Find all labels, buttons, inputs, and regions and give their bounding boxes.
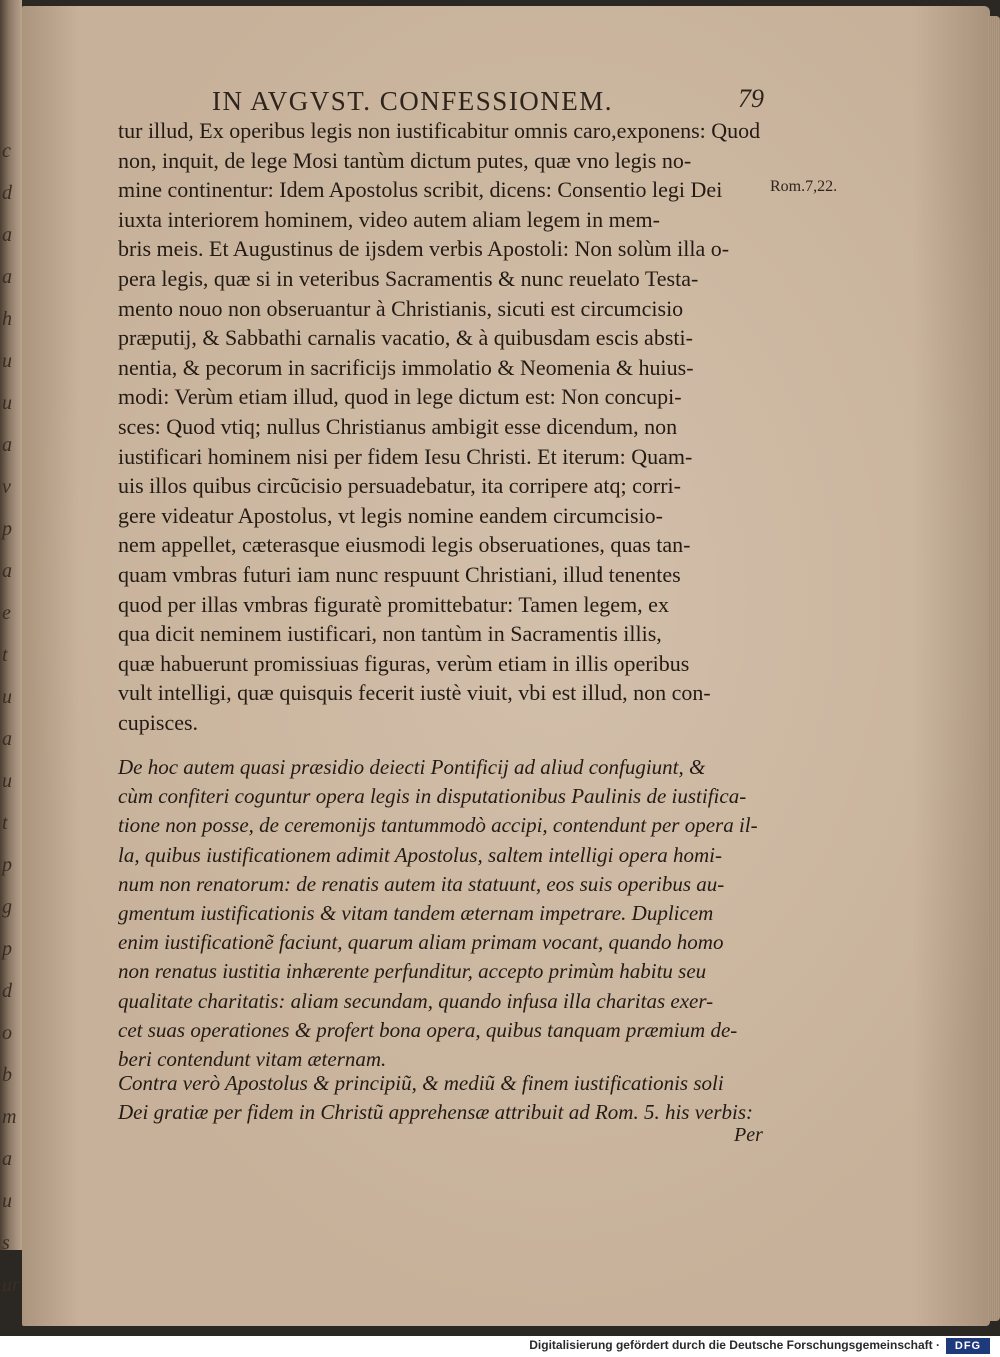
footer-bar (0, 1336, 1000, 1357)
facing-page-fragment: h (2, 308, 12, 330)
facing-page-fragment: g (2, 896, 12, 918)
facing-page-fragment: t (2, 812, 8, 834)
catchword: Per (734, 1124, 763, 1146)
facing-page-fragment: v (2, 476, 11, 498)
body-paragraph-2 (118, 753, 768, 1074)
funding-credit: Digitalisierung gefördert durch die Deutsche Forschungsgemeinschaft · (529, 1338, 940, 1352)
facing-page-fragment: p (2, 518, 12, 540)
text-line: gere videatur Apostolus, vt legis nomine eandem circumcisio- (118, 502, 663, 528)
facing-page-fragment: o (2, 1022, 12, 1044)
body-paragraph-3 (118, 1069, 768, 1127)
text-line: num non renatorum: de renatis autem ita statuunt, eos suis operibus au- (118, 871, 725, 896)
page-number: 79 (738, 84, 764, 113)
facing-page-fragment: a (2, 434, 12, 456)
facing-page-fragment: c (2, 140, 11, 162)
facing-page-fragment: a (2, 728, 12, 750)
facing-page-fragment: b (2, 1064, 12, 1086)
facing-page-fragment: u (2, 392, 12, 414)
text-line: quæ habuerunt promissiuas figuras, verùm etiam in illis operibus (118, 650, 690, 676)
text-line: la, quibus iustificationem adimit Apostolus, saltem intelligi opera homi- (118, 842, 722, 867)
facing-page-fragment: u (2, 686, 12, 708)
facing-page-fragment: u (2, 1190, 12, 1212)
text-line: enim iustificationẽ faciunt, quarum aliam primam vocant, quando homo (118, 930, 724, 955)
text-line: sces: Quod vtiq; nullus Christianus ambigit esse dicendum, non (118, 413, 678, 439)
text-line: non, inquit, de lege Mosi tantùm dictum putes, quæ vno legis no- (118, 147, 692, 173)
facing-page-fragment: e (2, 602, 11, 624)
facing-page-fragment: u (2, 350, 12, 372)
text-line: mento nouo non obseruantur à Christianis, sicuti est circumcisio (118, 295, 684, 321)
text-line: quam vmbras futuri iam nunc respuunt Christiani, illud tenentes (118, 561, 681, 587)
text-line: tione non posse, de ceremonijs tantummodò accipi, contendunt per opera il- (118, 813, 758, 838)
text-line: pera legis, quæ si in veteribus Sacramentis & nunc reuelato Testa- (118, 265, 699, 291)
text-line: modi: Verùm etiam illud, quod in lege dictum est: Non concupi- (118, 384, 682, 410)
facing-page-fragment: ur (2, 1274, 20, 1296)
text-line: De hoc autem quasi præsidio deiecti Pontificij ad aliud confugiunt, & (118, 755, 706, 779)
text-line: Contra verò Apostolus & principiũ, & mediũ & finem iustificationis soli (118, 1071, 724, 1095)
text-line: iuxta interiorem hominem, video autem aliam legem in mem- (118, 206, 660, 232)
text-line: nem appellet, cæterasque eiusmodi legis obseruationes, quas tan- (118, 532, 691, 558)
facing-page-fragment: a (2, 224, 12, 246)
text-line: bris meis. Et Augustinus de ijsdem verbis Apostoli: Non solùm illa o- (118, 236, 730, 262)
facing-page-fragments (2, 130, 24, 1306)
book-page (22, 6, 990, 1326)
text-line: vult intelligi, quæ quisquis fecerit iustè viuit, vbi est illud, non con- (118, 680, 711, 706)
facing-page-fragment: a (2, 560, 12, 582)
text-line: nentia, & pecorum in sacrificijs immolatio & Neomenia & huius- (118, 354, 694, 380)
facing-page-fragment: m (2, 1106, 17, 1128)
text-line: mine continentur: Idem Apostolus scribit, dicens: Consentio legi Dei (118, 177, 723, 203)
text-line: cupisces. (118, 709, 199, 735)
text-line: iustificari hominem nisi per fidem Iesu Christi. Et iterum: Quam- (118, 443, 693, 469)
facing-page-fragment: a (2, 1148, 12, 1170)
facing-page-fragment: p (2, 854, 12, 876)
facing-page-fragment: d (2, 980, 12, 1002)
text-line: cùm confiteri coguntur opera legis in disputationibus Paulinis de iustifica- (118, 784, 747, 809)
text-line: cet suas operationes & profert bona opera, quibus tanquam præmium de- (118, 1017, 738, 1042)
text-line: Dei gratiæ per fidem in Christũ apprehensæ attribuit ad Rom. 5. his verbis: (118, 1100, 754, 1125)
text-line: qua dicit neminem iustificari, non tantùm in Sacramentis illis, (118, 621, 662, 647)
facing-page-fragment: s (2, 1232, 10, 1254)
facing-page-fragment: u (2, 770, 12, 792)
facing-page-fragment: d (2, 182, 12, 204)
text-line: uis illos quibus circũcisio persuadebatur, ita corripere atq; corri- (118, 473, 681, 499)
body-paragraph-1 (118, 116, 768, 737)
facing-page-fragment: a (2, 266, 12, 288)
text-line: non renatus iustitia inhærente perfunditur, accepto primùm habitu seu (118, 959, 707, 984)
facing-page-fragment: t (2, 644, 8, 666)
text-line: qualitate charitatis: aliam secundam, quando infusa illa charitas exer- (118, 988, 714, 1013)
facing-page-fragment: p (2, 938, 12, 960)
page-stack-edge (988, 16, 1000, 1321)
text-line: tur illud, Ex operibus legis non iustificabitur omnis caro,exponens: Quod (118, 118, 761, 143)
dfg-logo-icon: DFG (946, 1338, 990, 1354)
text-line: gmentum iustificationis & vitam tandem æternam impetrare. Duplicem (118, 900, 714, 925)
margin-note: Rom.7,22. (770, 178, 838, 195)
facing-page-edge (0, 0, 22, 1296)
running-title: IN AVGVST. CONFESSIONEM. (212, 86, 614, 116)
text-line: beri contendunt vitam æternam. (118, 1046, 387, 1071)
text-line: præputij, & Sabbathi carnalis vacatio, & à quibusdam escis absti- (118, 325, 693, 351)
text-line: quod per illas vmbras figuratè promittebatur: Tamen legem, ex (118, 591, 669, 617)
